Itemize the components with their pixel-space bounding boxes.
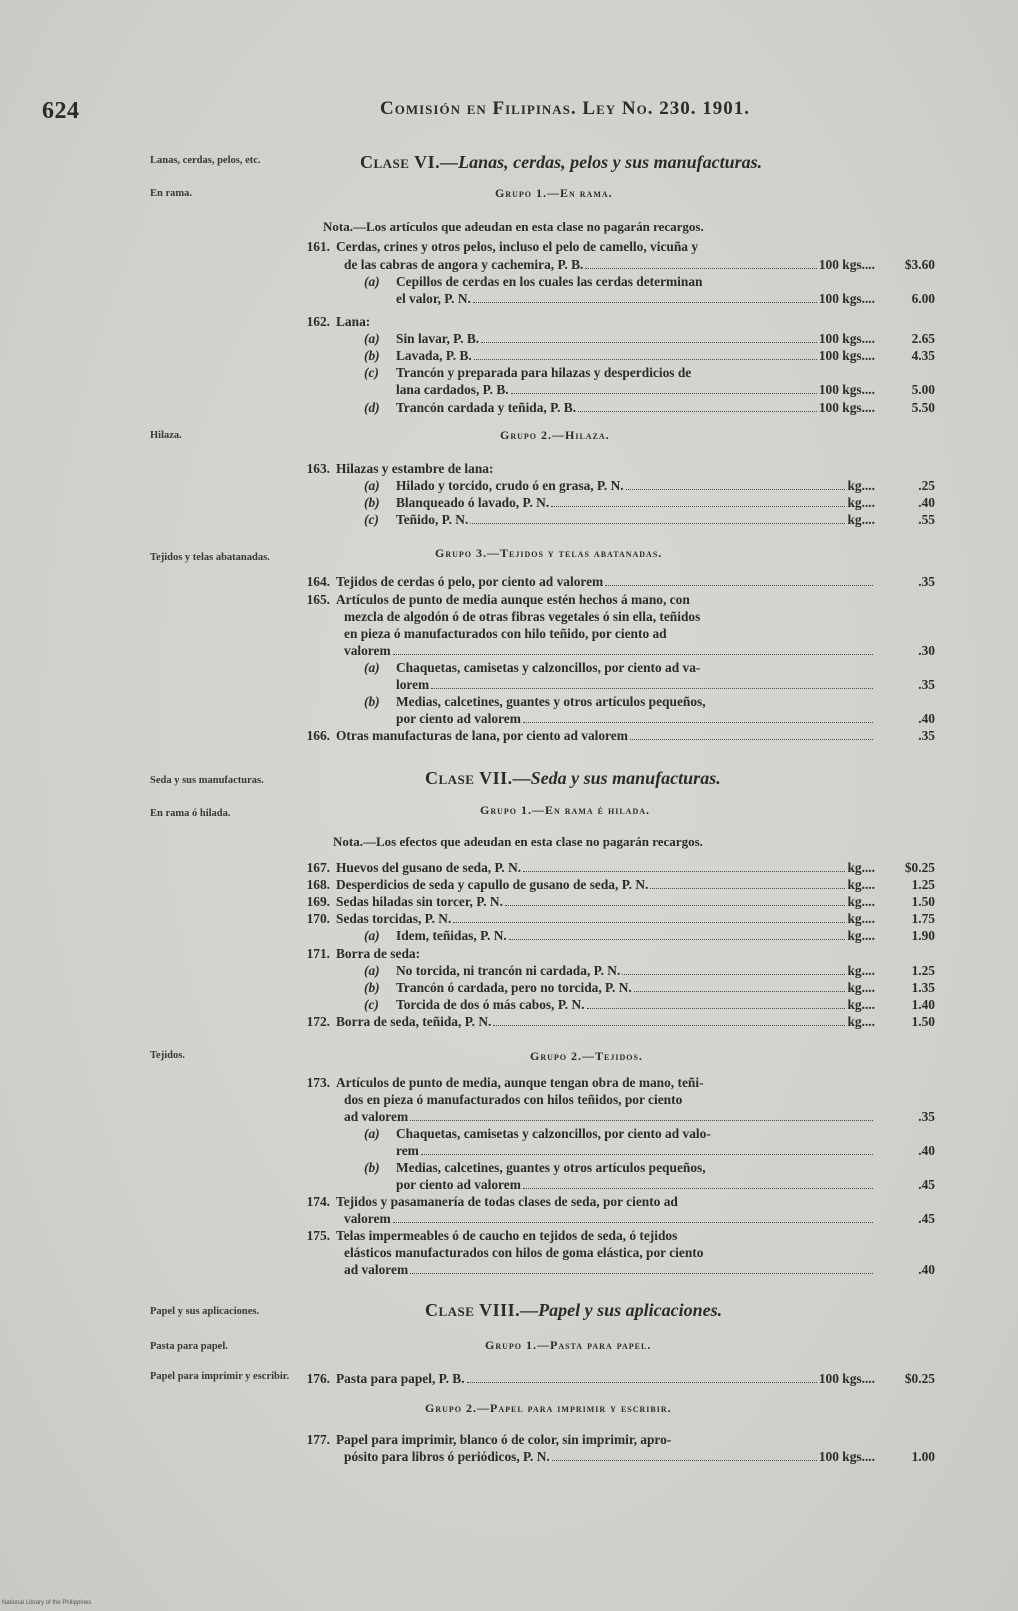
unit-label: kg.... (847, 963, 875, 978)
item-description (336, 876, 875, 893)
item-number: 176. (306, 1371, 330, 1386)
item-number: 171. (306, 946, 330, 961)
tariff-line (296, 1091, 935, 1108)
description-text: Huevos del gusano de seda, P. N. (336, 860, 522, 875)
item-description (336, 1227, 677, 1244)
duty-rate: $0.25 (904, 860, 935, 875)
tariff-line (296, 876, 935, 893)
footer-note: National Library of the Philippines (2, 1600, 92, 1606)
tariff-line (296, 1244, 935, 1261)
duty-rate: .35 (918, 1109, 935, 1124)
tariff-line (296, 693, 935, 710)
duty-rate: .35 (918, 574, 935, 589)
clase-heading (425, 768, 721, 789)
tariff-line (296, 962, 935, 979)
description-text: Borra de seda, teñida, P. N. (336, 1014, 492, 1029)
description-text: por ciento ad valorem (396, 1177, 521, 1192)
description-text: Blanqueado ó lavado, P. N. (396, 495, 550, 510)
tariff-line (296, 727, 935, 744)
duty-rate: 5.00 (911, 382, 935, 397)
tariff-line (296, 256, 935, 273)
tariff-line (296, 927, 935, 944)
description-text: Trancón y preparada para hilazas y desperdicios de (396, 365, 692, 380)
item-description (336, 591, 690, 608)
tariff-line (296, 945, 935, 962)
dot-leader (431, 688, 873, 689)
tariff-line (296, 1142, 935, 1159)
duty-rate: 1.25 (911, 963, 935, 978)
description-text: elásticos manufacturados con hilos de goma elástica, por ciento (344, 1245, 704, 1260)
duty-rate: 1.50 (911, 894, 935, 909)
tariff-line (296, 290, 935, 307)
side-note-tejidos-telas: Tejidos y telas abatanadas. (150, 552, 270, 563)
item-description (336, 893, 875, 910)
item-number: 162. (306, 314, 330, 329)
item-number: 161. (306, 239, 330, 254)
grupo-heading: Grupo 2.—Hilaza. (500, 428, 610, 442)
duty-rate: 1.35 (911, 980, 935, 995)
item-description (396, 927, 875, 944)
dot-leader (585, 268, 816, 269)
subitem-letter: (c) (364, 997, 379, 1012)
description-text: Borra de seda: (336, 946, 421, 961)
item-number: 170. (306, 911, 330, 926)
item-number: 164. (306, 574, 330, 589)
clase-title: —Lanas, cerdas, pelos y sus manufacturas. (440, 152, 763, 172)
tariff-line (296, 659, 935, 676)
dot-leader (634, 991, 846, 992)
duty-rate: $3.60 (904, 257, 935, 272)
nota: Nota.—Los artículos que adeudan en esta clase no pagarán recargos. (323, 219, 704, 234)
description-text: valorem (344, 1211, 391, 1226)
subitem-letter: (a) (364, 274, 380, 289)
running-head: Comisión en Filipinas. Ley No. 230. 1901. (380, 98, 750, 119)
tariff-line (296, 676, 935, 693)
tariff-line (296, 642, 935, 659)
tariff-line (296, 1159, 935, 1176)
subitem-letter: (b) (364, 1160, 380, 1175)
dot-leader (453, 922, 845, 923)
dot-leader (551, 506, 845, 507)
side-note-en-rama: En rama. (150, 188, 192, 199)
item-description (344, 1108, 875, 1125)
dot-leader (467, 1382, 817, 1383)
dot-leader (473, 302, 817, 303)
tariff-line (296, 979, 935, 996)
description-text: Sedas hiladas sin torcer, P. N. (336, 894, 503, 909)
duty-rate: 1.40 (911, 997, 935, 1012)
description-text: Sin lavar, P. B. (396, 331, 480, 346)
unit-label: 100 kgs.... (818, 382, 875, 397)
tariff-line (296, 1370, 935, 1387)
item-description (396, 347, 875, 364)
dot-leader (511, 393, 817, 394)
item-description (396, 710, 875, 727)
description-text: Pasta para papel, P. B. (336, 1371, 465, 1386)
tariff-line (296, 1108, 935, 1125)
dot-leader (630, 739, 873, 740)
description-text: Hilado y torcido, crudo ó en grasa, P. N. (396, 478, 624, 493)
clase-label: Clase VII. (425, 768, 513, 788)
description-text: Cerdas, crines y otros pelos, incluso el pelo de camello, vicuña y (336, 239, 699, 254)
description-text: dos en pieza ó manufacturados con hilos teñidos, por ciento (344, 1092, 683, 1107)
item-description (344, 1261, 875, 1278)
side-note-tejidos: Tejidos. (150, 1050, 185, 1061)
description-text: Telas impermeables ó de caucho en tejidos de seda, ó tejidos (336, 1228, 678, 1243)
item-description (396, 494, 875, 511)
duty-rate: 1.50 (911, 1014, 935, 1029)
description-text: pósito para libros ó periódicos, P. N. (344, 1449, 550, 1464)
unit-label: 100 kgs.... (818, 257, 875, 272)
tariff-line (296, 996, 935, 1013)
description-text: lana cardados, P. B. (396, 382, 509, 397)
dot-leader (622, 974, 845, 975)
subitem-letter: (a) (364, 928, 380, 943)
description-text: Medias, calcetines, guantes y otros artículos pequeños, (396, 1160, 706, 1175)
description-text: Lana: (336, 314, 371, 329)
clase-heading (360, 152, 762, 173)
description-text: por ciento ad valorem (396, 711, 521, 726)
unit-label: kg.... (847, 478, 875, 493)
unit-label: 100 kgs.... (818, 291, 875, 306)
side-note-rama-hilada: En rama ó hilada. (150, 808, 231, 819)
description-text: Trancón ó cardada, pero no torcida, P. N. (396, 980, 632, 995)
unit-label: kg.... (847, 997, 875, 1012)
duty-rate: 1.75 (911, 911, 935, 926)
subitem-letter: (a) (364, 331, 380, 346)
dot-leader (470, 523, 845, 524)
unit-label: 100 kgs.... (818, 400, 875, 415)
tariff-line (296, 1431, 935, 1448)
page-number: 624 (42, 98, 80, 124)
unit-label: kg.... (847, 928, 875, 943)
duty-rate: .25 (918, 478, 935, 493)
duty-rate: .40 (918, 1143, 935, 1158)
clase-heading (425, 1300, 722, 1321)
tariff-line (296, 1176, 935, 1193)
duty-rate: .45 (918, 1211, 935, 1226)
clase-label: Clase VI. (360, 152, 441, 172)
item-description (396, 399, 875, 416)
item-number: 175. (306, 1228, 330, 1243)
item-description (396, 1159, 706, 1176)
description-text: Trancón cardada y teñida, P. B. (396, 400, 577, 415)
duty-rate: 1.00 (911, 1449, 935, 1464)
item-number: 163. (306, 461, 330, 476)
subitem-letter: (a) (364, 1126, 380, 1141)
description-text: Torcida de dos ó más cabos, P. N. (396, 997, 585, 1012)
tariff-line (296, 1448, 935, 1465)
description-text: Chaquetas, camisetas y calzoncillos, por ciento ad valo- (396, 1126, 711, 1141)
dot-leader (523, 871, 845, 872)
item-description (336, 1193, 678, 1210)
unit-label: kg.... (847, 877, 875, 892)
tariff-line (296, 273, 935, 290)
unit-label: kg.... (847, 860, 875, 875)
item-description (396, 979, 875, 996)
duty-rate: .40 (918, 1262, 935, 1277)
tariff-line (296, 511, 935, 528)
subitem-letter: (a) (364, 963, 380, 978)
item-number: 166. (306, 728, 330, 743)
description-text: Teñido, P. N. (396, 512, 469, 527)
item-description (396, 364, 691, 381)
duty-rate: .40 (918, 495, 935, 510)
duty-rate: .35 (918, 677, 935, 692)
tariff-line (296, 625, 935, 642)
duty-rate: 1.25 (911, 877, 935, 892)
item-description (396, 477, 875, 494)
side-note-lanas: Lanas, cerdas, pelos, etc. (150, 155, 261, 166)
subitem-letter: (c) (364, 365, 379, 380)
description-text: Medias, calcetines, guantes y otros artículos pequeños, (396, 694, 706, 709)
description-text: Lavada, P. B. (396, 348, 472, 363)
dot-leader (505, 905, 846, 906)
tariff-line (296, 910, 935, 927)
item-description (396, 290, 875, 307)
item-number: 169. (306, 894, 330, 909)
grupo-heading: Grupo 2.—Tejidos. (530, 1049, 643, 1063)
item-description (336, 910, 875, 927)
tariff-line (296, 330, 935, 347)
subitem-letter: (a) (364, 660, 380, 675)
item-description (344, 1448, 875, 1465)
item-description (396, 511, 875, 528)
description-text: de las cabras de angora y cachemira, P. B. (344, 257, 584, 272)
unit-label: 100 kgs.... (818, 348, 875, 363)
description-text: valorem (344, 643, 391, 658)
duty-rate: 6.00 (911, 291, 935, 306)
item-description (336, 945, 420, 962)
item-number: 167. (306, 860, 330, 875)
tariff-line (296, 1013, 935, 1030)
item-number: 168. (306, 877, 330, 892)
tariff-line (296, 893, 935, 910)
grupo-heading: Grupo 3.—Tejidos y telas abatanadas. (435, 546, 663, 560)
item-description (336, 238, 698, 255)
dot-leader (393, 1222, 873, 1223)
subitem-letter: (b) (364, 348, 380, 363)
item-description (336, 313, 370, 330)
description-text: en pieza ó manufacturados con hilo teñido, por ciento ad (344, 626, 667, 641)
item-description (396, 693, 706, 710)
item-description (396, 676, 875, 693)
unit-label: 100 kgs.... (818, 1371, 875, 1386)
description-text: Hilazas y estambre de lana: (336, 461, 494, 476)
dot-leader (578, 411, 817, 412)
duty-rate: 2.65 (911, 331, 935, 346)
item-description (396, 273, 702, 290)
description-text: Tejidos y pasamanería de todas clases de seda, por ciento ad (336, 1194, 678, 1209)
description-text: rem (396, 1143, 419, 1158)
duty-rate: .45 (918, 1177, 935, 1192)
unit-label: kg.... (847, 894, 875, 909)
tariff-line (296, 347, 935, 364)
item-description (344, 625, 667, 642)
description-text: el valor, P. N. (396, 291, 471, 306)
dot-leader (410, 1120, 873, 1121)
description-text: Sedas torcidas, P. N. (336, 911, 452, 926)
tariff-line (296, 460, 935, 477)
item-description (396, 381, 875, 398)
unit-label: 100 kgs.... (818, 331, 875, 346)
duty-rate: $0.25 (904, 1371, 935, 1386)
item-description (336, 1013, 875, 1030)
item-description (344, 256, 875, 273)
side-note-hilaza: Hilaza. (150, 430, 182, 441)
clase-label: Clase VIII. (425, 1300, 521, 1320)
item-number: 172. (306, 1014, 330, 1029)
item-description (336, 1074, 704, 1091)
unit-label: kg.... (847, 911, 875, 926)
dot-leader (493, 1025, 845, 1026)
tariff-line (296, 1210, 935, 1227)
tariff-line (296, 1261, 935, 1278)
subitem-letter: (c) (364, 512, 379, 527)
tariff-line (296, 1074, 935, 1091)
tariff-line (296, 710, 935, 727)
tariff-line (296, 313, 935, 330)
description-text: Artículos de punto de media, aunque tengan obra de mano, teñi- (336, 1075, 704, 1090)
duty-rate: .40 (918, 711, 935, 726)
side-note-papel: Papel y sus aplicaciones. (150, 1306, 260, 1317)
item-description (396, 962, 875, 979)
item-description (336, 573, 875, 590)
grupo-heading: Grupo 2.—Papel para imprimir y escribir. (425, 1401, 672, 1415)
item-description (396, 996, 875, 1013)
dot-leader (605, 585, 873, 586)
tariff-line (296, 859, 935, 876)
subitem-letter: (d) (364, 400, 380, 415)
description-text: Papel para imprimir, blanco ó de color, sin imprimir, apro- (336, 1432, 672, 1447)
item-description (336, 460, 493, 477)
subitem-letter: (b) (364, 495, 380, 510)
tariff-line (296, 399, 935, 416)
dot-leader (481, 342, 817, 343)
description-text: Idem, teñidas, P. N. (396, 928, 507, 943)
item-number: 165. (306, 592, 330, 607)
tariff-line (296, 591, 935, 608)
item-description (396, 1142, 875, 1159)
unit-label: kg.... (847, 495, 875, 510)
duty-rate: 5.50 (911, 400, 935, 415)
description-text: Otras manufacturas de lana, por ciento ad valorem (336, 728, 628, 743)
tariff-line (296, 573, 935, 590)
side-note-seda: Seda y sus manufacturas. (150, 775, 264, 786)
tariff-line (296, 1227, 935, 1244)
description-text: mezcla de algodón ó de otras fibras vegetales ó sin ella, teñidos (344, 609, 701, 624)
item-number: 173. (306, 1075, 330, 1090)
tariff-line (296, 364, 935, 381)
item-number: 177. (306, 1432, 330, 1447)
item-description (336, 727, 875, 744)
unit-label: kg.... (847, 980, 875, 995)
subitem-letter: (b) (364, 980, 380, 995)
dot-leader (509, 939, 846, 940)
dot-leader (474, 359, 817, 360)
tariff-line (296, 1193, 935, 1210)
dot-leader (410, 1273, 873, 1274)
duty-rate: .55 (918, 512, 935, 527)
description-text: Cepillos de cerdas en los cuales las cerdas determinan (396, 274, 703, 289)
duty-rate: 4.35 (911, 348, 935, 363)
description-text: Chaquetas, camisetas y calzoncillos, por ciento ad va- (396, 660, 701, 675)
description-text: ad valorem (344, 1109, 409, 1124)
unit-label: kg.... (847, 512, 875, 527)
dot-leader (587, 1008, 846, 1009)
item-description (336, 1370, 875, 1387)
duty-rate: 1.90 (911, 928, 935, 943)
description-text: Desperdicios de seda y capullo de gusano de seda, P. N. (336, 877, 649, 892)
item-description (344, 608, 700, 625)
description-text: Tejidos de cerdas ó pelo, por ciento ad valorem (336, 574, 604, 589)
item-description (344, 1244, 703, 1261)
description-text: lorem (396, 677, 430, 692)
dot-leader (552, 1460, 817, 1461)
description-text: No torcida, ni trancón ni cardada, P. N. (396, 963, 621, 978)
subitem-letter: (b) (364, 694, 380, 709)
dot-leader (421, 1154, 873, 1155)
tariff-line (296, 1125, 935, 1142)
grupo-heading: Grupo 1.—Pasta para papel. (485, 1338, 652, 1352)
tariff-line (296, 608, 935, 625)
duty-rate: .30 (918, 643, 935, 658)
item-description (344, 642, 875, 659)
clase-title: —Papel y sus aplicaciones. (520, 1300, 723, 1320)
dot-leader (523, 722, 873, 723)
item-description (336, 859, 875, 876)
grupo-heading: Grupo 1.—En rama. (495, 186, 613, 200)
tariff-line (296, 238, 935, 255)
item-description (396, 1176, 875, 1193)
clase-title: —Seda y sus manufacturas. (512, 768, 721, 788)
grupo-heading: Grupo 1.—En rama é hilada. (480, 803, 651, 817)
dot-leader (650, 888, 845, 889)
dot-leader (523, 1188, 873, 1189)
item-description (396, 659, 700, 676)
item-description (344, 1210, 875, 1227)
item-description (396, 330, 875, 347)
unit-label: kg.... (847, 1014, 875, 1029)
tariff-line (296, 494, 935, 511)
subitem-letter: (a) (364, 478, 380, 493)
page-header (42, 98, 926, 128)
dot-leader (626, 489, 846, 490)
dot-leader (393, 654, 873, 655)
tariff-line (296, 381, 935, 398)
duty-rate: .35 (918, 728, 935, 743)
description-text: ad valorem (344, 1262, 409, 1277)
unit-label: 100 kgs.... (818, 1449, 875, 1464)
description-text: Artículos de punto de media aunque estén hechos á mano, con (336, 592, 690, 607)
side-note-papel-imprimir: Papel para imprimir y escribir. (150, 1371, 290, 1382)
item-description (336, 1431, 671, 1448)
item-description (344, 1091, 682, 1108)
side-note-pasta: Pasta para papel. (150, 1341, 228, 1352)
tariff-line (296, 477, 935, 494)
item-number: 174. (306, 1194, 330, 1209)
nota: Nota.—Los efectos que adeudan en esta clase no pagarán recargos. (333, 834, 703, 849)
item-description (396, 1125, 711, 1142)
